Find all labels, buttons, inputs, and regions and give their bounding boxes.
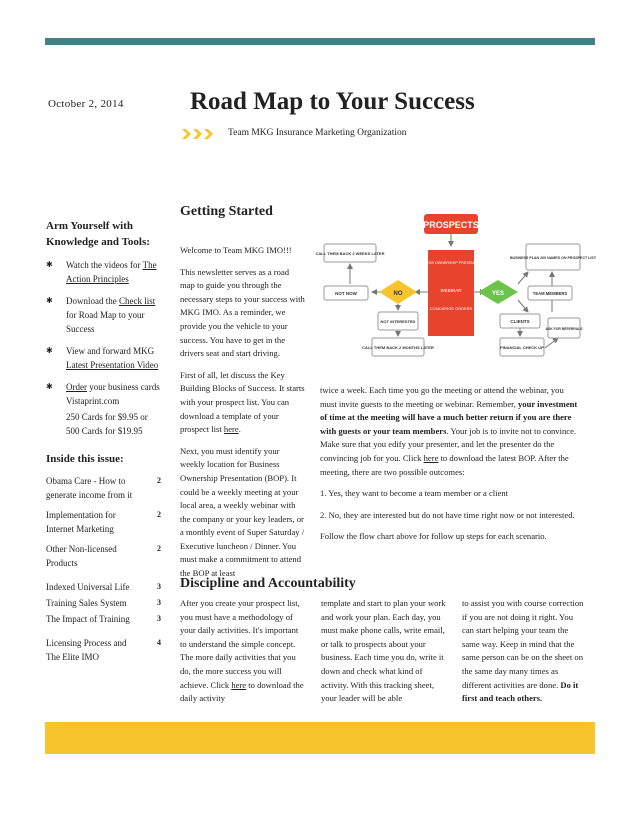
getting-started-col1: Welcome to Team MKG IMO!!! This newsletter serves as a road map to guide you through the necessary steps to your success with MKG IMO. As a reminder, we provide you the vehicle to your success. You have to get in the drivers seat and start driving. First of all, let discuss the Key Building Blocks of Success. It starts with your prospect list. You can download a template of your prospect list here. Next, you must identify your weekly location for Business Ownership Presentation (BOP). It could be a weekly meeting at your local area, a weekly webinar with the company or your key leaders, or a monthly event of Super Saturday / Executive luncheon / Dinner. You must make a commitment to attend the BOP at least <box>180 245 305 579</box>
svg-text:CALL THEM BACK 2 WEEKS LATER: CALL THEM BACK 2 WEEKS LATER <box>315 251 385 256</box>
top-accent-bar <box>45 38 595 45</box>
svg-text:CONCIERGE ORDERS: CONCIERGE ORDERS <box>429 306 473 311</box>
svg-text:BUSINESS PLAN 200 NAMES ON PRO: BUSINESS PLAN 200 NAMES ON PROSPECT LIST <box>509 256 597 260</box>
svg-text:YES: YES <box>491 291 505 297</box>
svg-text:NOT NOW: NOT NOW <box>335 291 357 296</box>
star-bullet-icon: ✱ <box>46 346 53 355</box>
card-prices: 250 Cards for $9.95 or 500 Cards for $19.95 <box>66 412 148 436</box>
toc-continued <box>46 580 161 670</box>
toc-row[interactable]: Implementation for Internet Marketing 2 <box>46 510 161 534</box>
prospect-list-link[interactable]: here <box>223 424 239 435</box>
toc-row[interactable]: Obama Care - How to generate income from it 2 <box>46 476 161 500</box>
star-bullet-icon: ✱ <box>46 382 53 391</box>
svg-text:ASK FOR REFERRALS: ASK FOR REFERRALS <box>545 327 583 331</box>
star-bullet-icon: ✱ <box>46 260 53 269</box>
issue-date: October 2, 2014 <box>48 98 124 110</box>
bottom-accent-bar <box>45 722 595 754</box>
discipline-col2: template and start to plan your work and work your plan. Each day, you must make phone calls, write email, or talk to prospects about your business. Each time you do, write it down and check what kind of activity. With this tracking sheet, your leader will be able <box>321 598 446 704</box>
bop-download-link[interactable]: here <box>423 452 439 463</box>
discipline-heading: Discipline and Accountability <box>180 576 356 591</box>
tools-heading: Arm Yourself with Knowledge and Tools: <box>46 220 150 248</box>
newsletter-subtitle: Team MKG Insurance Marketing Organization <box>228 128 407 138</box>
svg-text:PROSPECTS: PROSPECTS <box>423 220 479 230</box>
svg-text:NO: NO <box>393 291 403 297</box>
svg-text:WEBINAR: WEBINAR <box>440 288 462 293</box>
toc-row[interactable]: Other Non-licensed Products 2 <box>46 544 161 568</box>
svg-text:CALL THEM BACK 2 MONTHS LATER: CALL THEM BACK 2 MONTHS LATER <box>362 345 434 350</box>
svg-text:NOT INTERESTED: NOT INTERESTED <box>380 319 416 324</box>
issue-heading: Inside this issue: <box>46 453 124 465</box>
toc-row[interactable]: Training Sales System 3 <box>46 598 161 608</box>
getting-started-col2: twice a week. Each time you go the meeting or attend the webinar, you must invite guests to the meeting or webinar. Remember, your investment of time at the meeting will have a much better return if you are there with guests or your team members. Your job is to invite not to convince. Make sure that you edify your presenter, and let the presenter do the convincing job for you. Click here to download the latest BOP. After the meeting, there are two possible outcomes: 1. Yes, they want to become a team member or a client 2. No, they are interested but do not have time right now or not interested. Follow the flow chart above for follow up steps for each scenario. <box>320 385 578 542</box>
presentation-video-link[interactable]: Latest Presentation Video <box>66 360 159 370</box>
svg-text:TEAM MEMBERS: TEAM MEMBERS <box>532 291 568 296</box>
toc-row[interactable]: The Impact of Training 3 <box>46 614 161 624</box>
svg-text:FINANCIAL CHECK UP: FINANCIAL CHECK UP <box>500 345 544 350</box>
svg-text:BUSINESS OWNERSHIP PRESENTATIO: BUSINESS OWNERSHIP PRESENTATION <box>415 261 487 265</box>
inside-this-issue <box>46 452 161 576</box>
star-bullet-icon: ✱ <box>46 296 53 305</box>
order-link[interactable]: Order <box>66 382 87 392</box>
discipline-col1: After you create your prospect list, you must have a methodology of your daily activities. It's important to understand the simple concept. The more daily activities that you do, the more success you will achieve. Click here to download the daily activity <box>180 598 304 704</box>
check-list-link[interactable]: Check list <box>119 296 156 306</box>
toc-row[interactable]: Indexed Universal Life 3 <box>46 582 161 592</box>
tools-sidebar <box>46 218 161 446</box>
follow-up-flowchart <box>315 210 597 378</box>
chevron-arrows-icon <box>182 126 216 142</box>
discipline-col3: to assist you with course correction if you are not doing it right. You can start helping your team the same way. Keep in mind that the same person can be on the sheet on the same day many times as different activities are done. Do it first and teach others. <box>462 598 584 704</box>
tool-item-video: ✱ View and forward MKG Latest Presentation Video <box>46 346 159 370</box>
tool-item-videos: ✱ Watch the videos for The Action Principles <box>46 260 157 284</box>
tool-item-checklist: ✱ Download the Check list for Road Map to your Success <box>46 296 156 334</box>
toc-row[interactable]: Licensing Process and The Elite IMO 4 <box>46 638 161 662</box>
action-principles-link[interactable]: The Action Principles <box>66 260 157 284</box>
getting-started-heading: Getting Started <box>180 204 273 219</box>
newsletter-title: Road Map to Your Success <box>190 88 475 115</box>
svg-text:CLIENTS: CLIENTS <box>510 319 530 324</box>
tool-item-cards: ✱ Order your business cards Vistaprint.com <box>46 382 160 406</box>
daily-activity-link[interactable]: here <box>231 679 247 690</box>
tools-list <box>46 258 161 408</box>
